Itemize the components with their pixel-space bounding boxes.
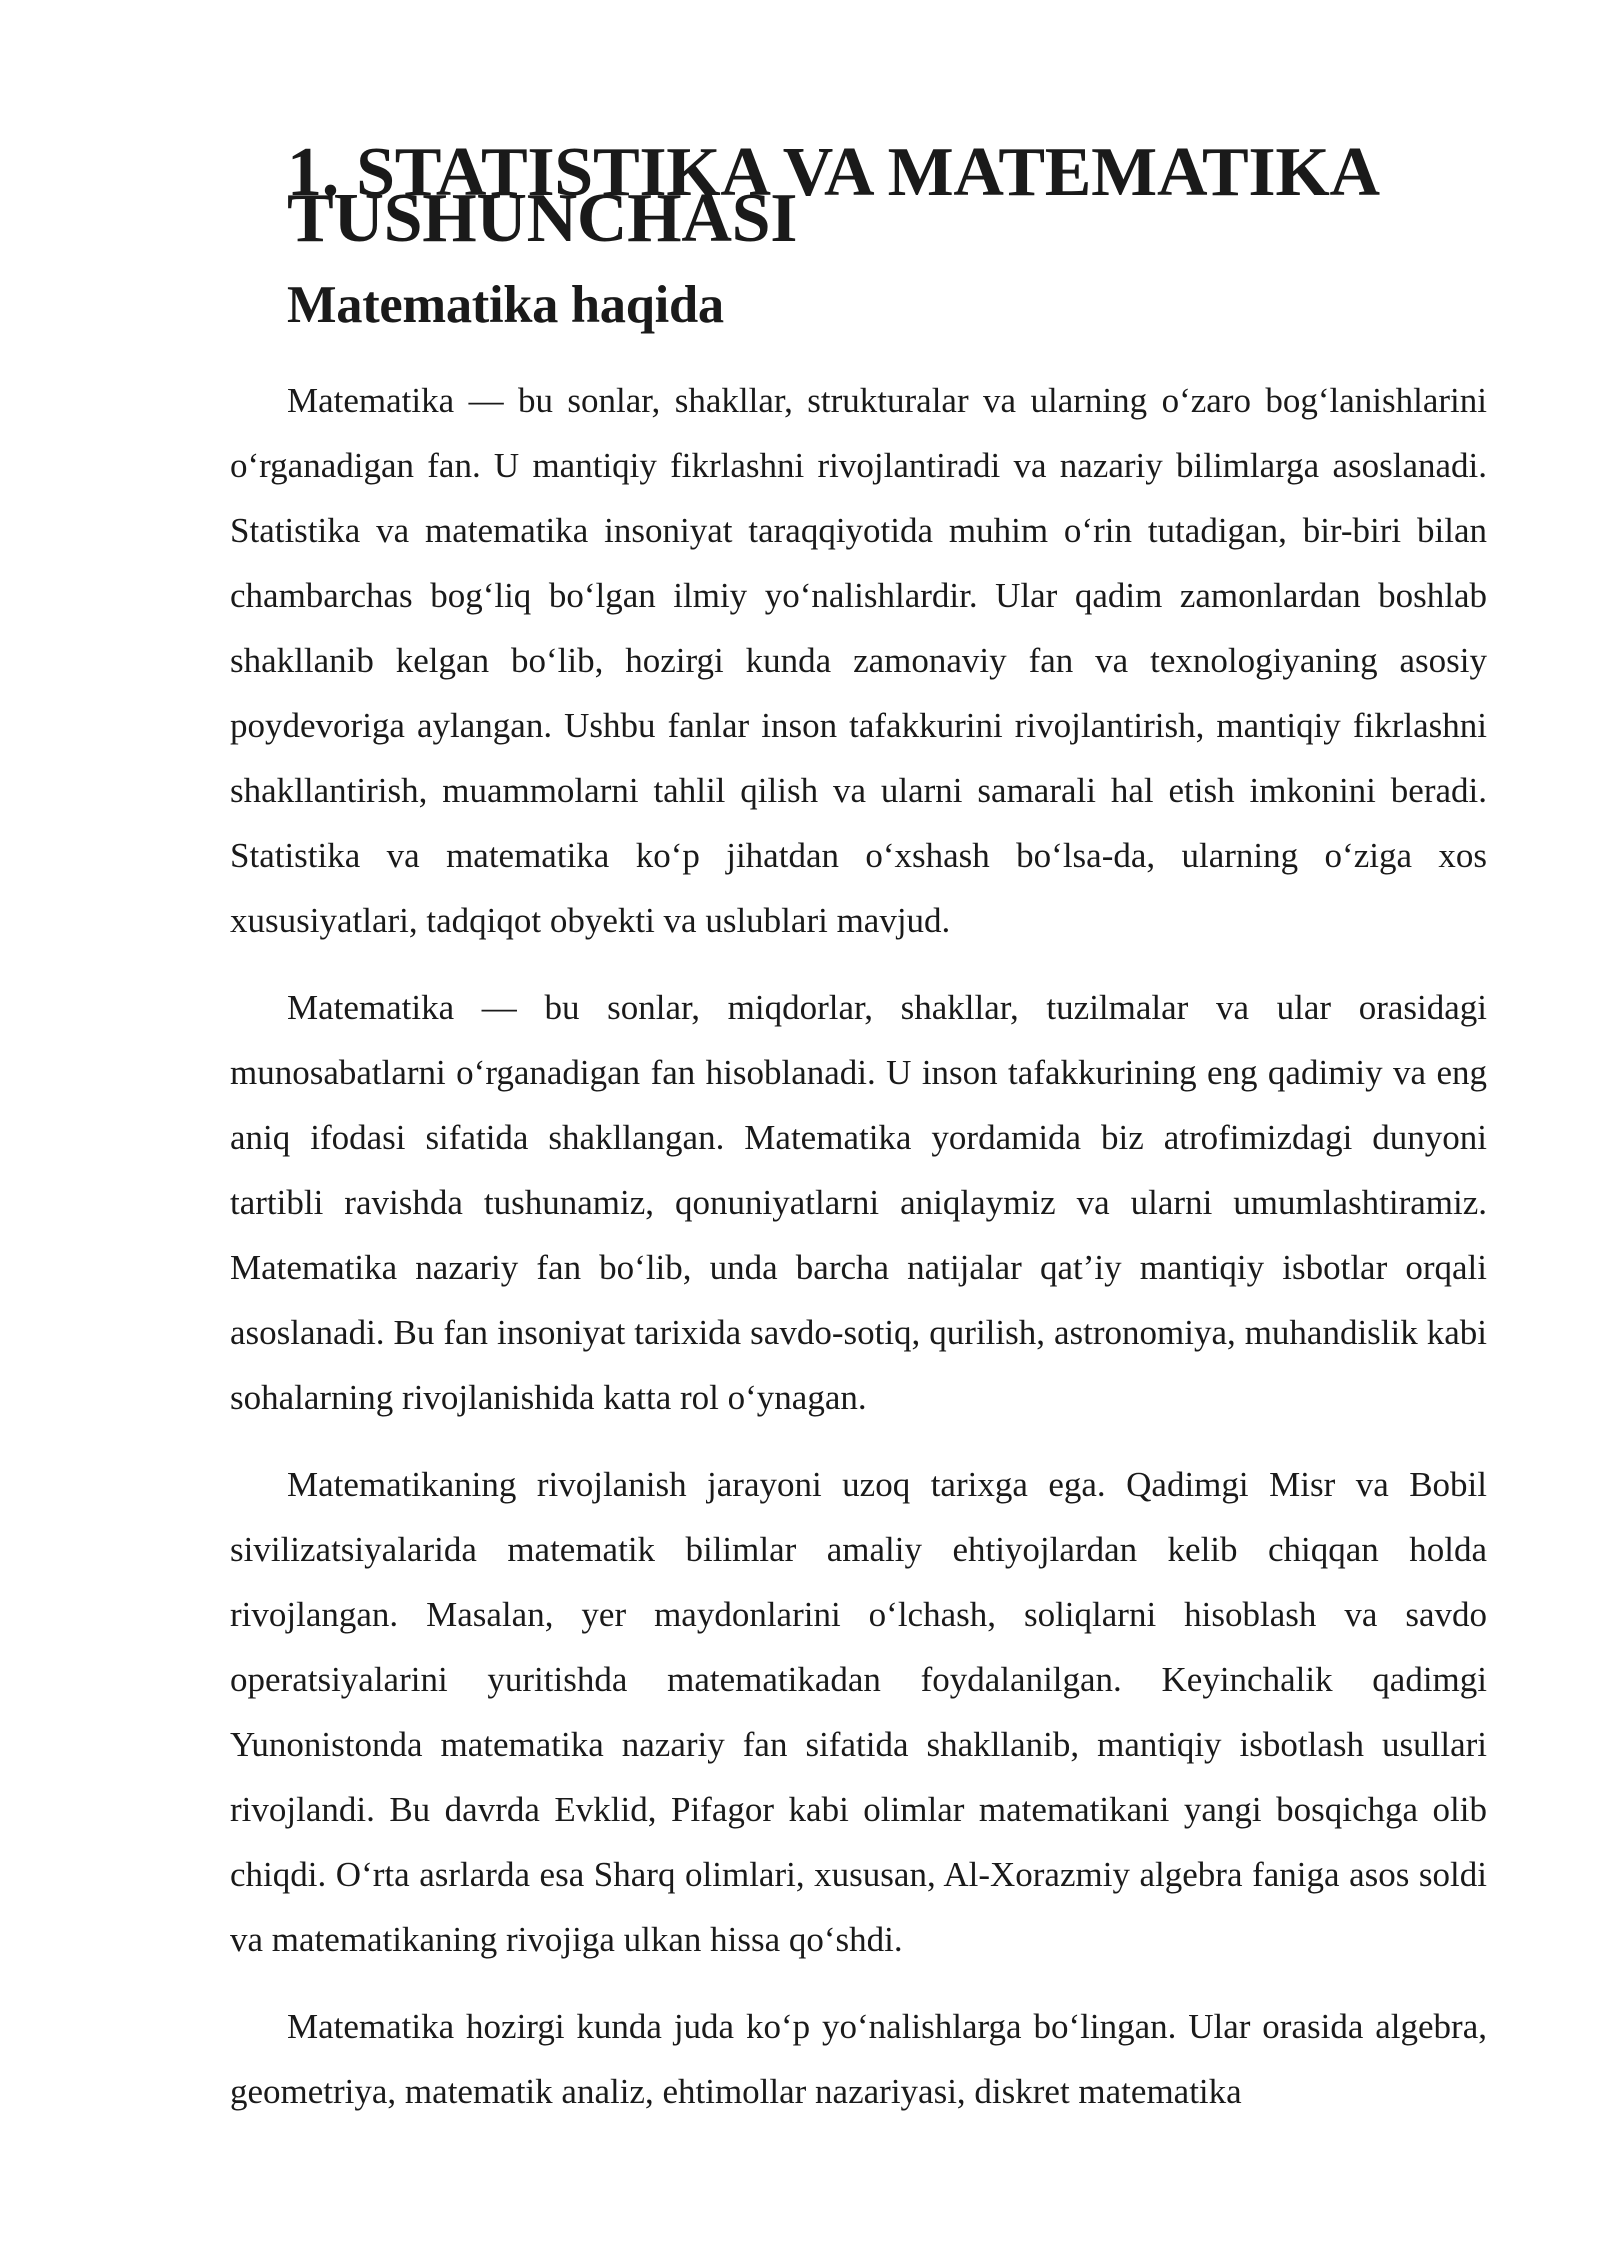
paragraph-1: Matematika — bu sonlar, shakllar, strukturalar va ularning o‘zaro bog‘lanishlarini o‘rganadigan fan. U mantiqiy fikrlashni rivojlantiradi va nazariy bilimlarga asoslanadi. Statistika va matematika insoniyat taraqqiyotida muhim o‘rin tutadigan, bir-biri bilan chambarchas bog‘liq bo‘lgan ilmiy yo‘nalishlardir. Ular qadim zamonlardan boshlab shakllanib kelgan bo‘lib, hozirgi kunda zamonaviy fan va texnologiyaning asosiy poydevoriga aylangan. Ushbu fanlar inson tafakkurini rivojlantirish, mantiqiy fikrlashni shakllantirish, muammolarni tahlil qilish va ularni samarali hal etish imkonini beradi. Statistika va matematika ko‘p jihatdan o‘xshash bo‘lsa-da, ularning o‘ziga xos xususiyatlari, tadqiqot obyekti va uslublari mavjud. bbox=[230, 381, 1487, 940]
section-heading: Matematika haqida bbox=[287, 276, 724, 334]
paragraph-3: Matematikaning rivojlanish jarayoni uzoq tarixga ega. Qadimgi Misr va Bobil sivilizatsiyalarida matematik bilimlar amaliy ehtiyojlardan kelib chiqqan holda rivojlangan. Masalan, yer maydonlarini o‘lchash, soliqlarni hisoblash va savdo operatsiyalarini yuritishda matematikadan foydalanilgan. Keyinchalik qadimgi Yunonistonda matematika nazariy fan sifatida shakllanib, mantiqiy isbotlash usullari rivojlandi. Bu davrda Evklid, Pifagor kabi olimlar matematikani yangi bosqichga olib chiqdi. O‘rta asrlarda esa Sharq olimlari, xususan, Al-Xorazmiy algebra faniga asos soldi va matematikaning rivojiga ulkan hissa qo‘shdi. bbox=[230, 1465, 1487, 1959]
paragraph-2: Matematika — bu sonlar, miqdorlar, shakllar, tuzilmalar va ular orasidagi munosabatlarni o‘rganadigan fan hisoblanadi. U inson tafakkurining eng qadimiy va eng aniq ifodasi sifatida shakllangan. Matematika yordamida biz atrofimizdagi dunyoni tartibli ravishda tushunamiz, qonuniyatlarni aniqlaymiz va ularni umumlashtiramiz. Matematika nazariy fan bo‘lib, unda barcha natijalar qat’iy mantiqiy isbotlar orqali asoslanadi. Bu fan insoniyat tarixida savdo-sotiq, qurilish, astronomiya, muhandislik kabi sohalarning rivojlanishida katta rol o‘ynagan. bbox=[230, 988, 1487, 1417]
chapter-title: 1. STATISTIKA VA MATEMATIKA TUSHUNCHASI bbox=[287, 134, 1376, 257]
document-content bbox=[230, 134, 1487, 2146]
paragraph-4: Matematika hozirgi kunda juda ko‘p yo‘nalishlarga bo‘lingan. Ular orasida algebra, geometriya, matematik analiz, ehtimollar nazariyasi, diskret matematika bbox=[230, 2007, 1487, 2111]
